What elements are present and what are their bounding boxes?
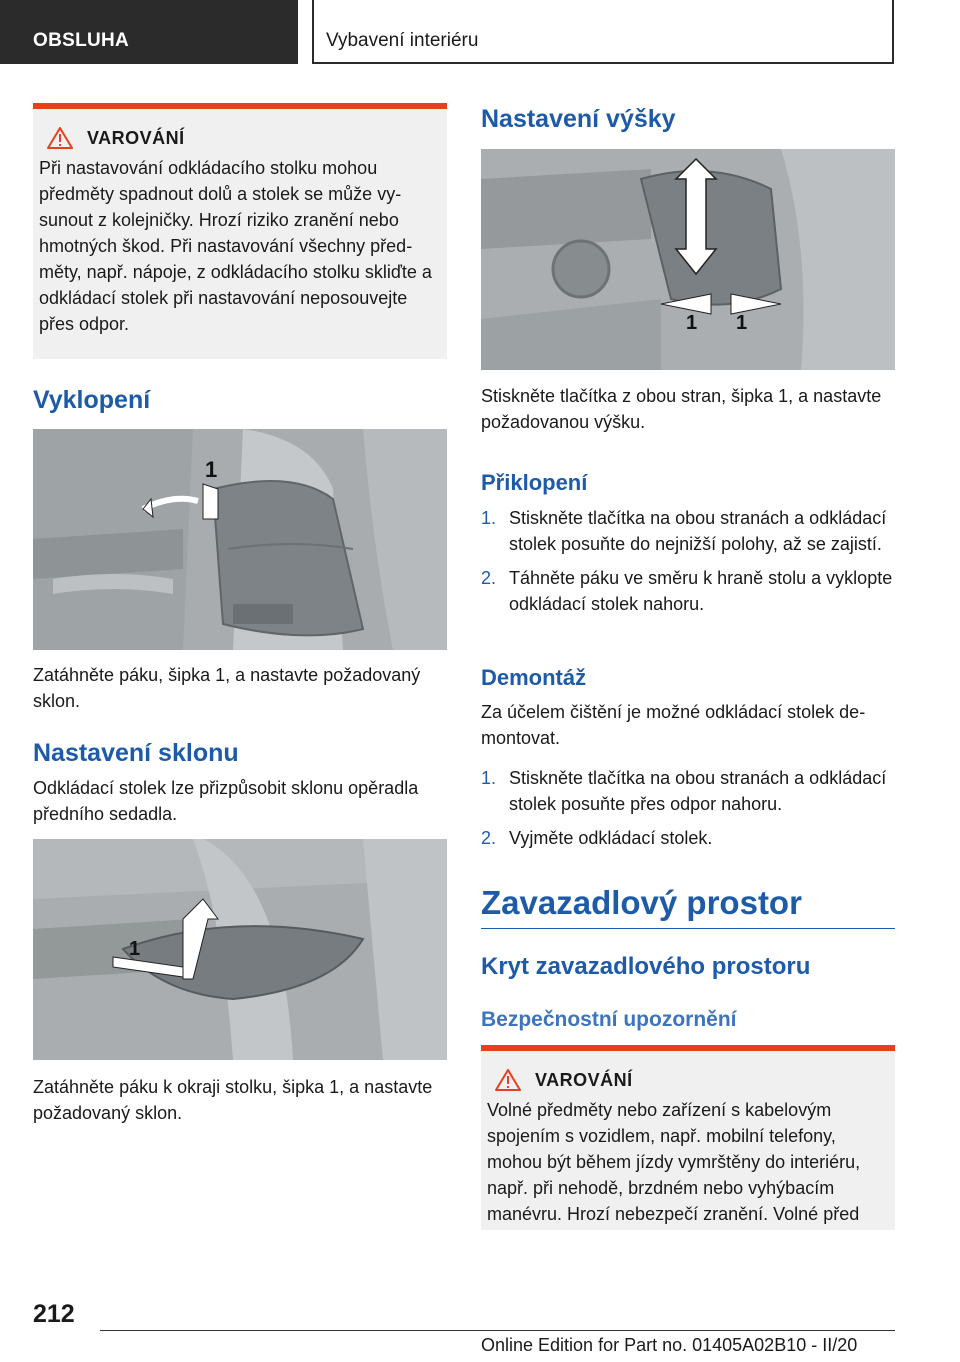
warning-box-luggage xyxy=(481,1045,895,1230)
figure-height xyxy=(481,149,895,370)
warning-text: Volné předměty nebo zařízení s kabelovým spojením s vozidlem, např. mobilní telefony, mohou být během jízdy vymrštěny do interiéru, např. při nehodě, brzdném nebo vyhýbacím manévru. Hrozí nebezpečí zranění. Volné před xyxy=(487,1100,861,1224)
incline-caption: Zatáhněte páku k okraji stolku, šipka 1, a nastavte požadovaný sklon. xyxy=(33,1077,433,1123)
heading-height: Nastavení výšky xyxy=(481,105,676,133)
subsection-tab xyxy=(312,0,894,64)
incline-text: Odkládací stolek lze přizpůsobit sklonu opěradla předního sedadla. xyxy=(33,778,419,824)
heading-removal: Demontáž xyxy=(481,665,587,690)
figure-label: 1 xyxy=(129,938,141,960)
figure-label: 1 xyxy=(686,312,698,334)
page-number: 212 xyxy=(33,1300,75,1328)
warning-text: Při nastavování odkládacího stolku mohou předměty spadnout dolů a stolek se může vysunout z kolejničky. Hrozí riziko zranění nebo hmotných škod. Při nastavování všechny předměty, např. nápoje, z odkládacího stolku skliďte a odkládací stolek při nastavování neposouvejte přes odpor. xyxy=(39,158,432,334)
list-item: 1. Stiskněte tlačítka na obou stranách a odkládací stolek posuňte přes odpor nahoru. xyxy=(481,768,887,814)
warning-triangle-icon xyxy=(47,127,73,149)
list-item: 2. Vyjměte odkládací stolek. xyxy=(481,828,713,848)
section-tab xyxy=(0,0,298,64)
height-caption: Stiskněte tlačítka z obou stran, šipka 1, a nastavte požadovanou výšku. xyxy=(481,386,882,432)
fold-steps xyxy=(481,505,895,625)
footer-rule xyxy=(100,1330,895,1331)
section-title: OBSLUHA xyxy=(33,30,130,51)
figure-label: 1 xyxy=(736,312,748,334)
subsection-title: Vybavení interiéru xyxy=(326,30,479,51)
figure-label: 1 xyxy=(205,457,218,482)
heading-fold: Přiklopení xyxy=(481,470,588,495)
figure-incline xyxy=(33,839,447,1060)
warning-title: VAROVÁNÍ xyxy=(535,1069,633,1090)
removal-text: Za účelem čištění je možné odkládací stolek demontovat. xyxy=(481,702,866,748)
warning-title: VAROVÁNÍ xyxy=(87,127,185,148)
heading-cover: Kryt zavazadlového prostoru xyxy=(481,953,811,980)
heading-safety: Bezpečnostní upozornění xyxy=(481,1008,737,1031)
heading-tilt: Vyklopení xyxy=(33,386,151,414)
tilt-caption: Zatáhněte páku, šipka 1, a nastavte požadovaný sklon. xyxy=(33,665,421,711)
heading-incline: Nastavení sklonu xyxy=(33,739,239,767)
warning-triangle-icon xyxy=(495,1069,521,1091)
chapter-heading: Zavazadlový prostor xyxy=(481,884,895,929)
warning-box xyxy=(33,103,447,359)
list-item: 1. Stiskněte tlačítka na obou stranách a odkládací stolek posuňte do nejnižší polohy, až se zajistí. xyxy=(481,508,887,554)
footer-edition: Online Edition for Part no. 01405A02B10 - II/20 xyxy=(481,1335,858,1355)
figure-tilt xyxy=(33,429,447,650)
removal-steps xyxy=(481,765,895,859)
list-item: 2. Táhněte páku ve směru k hraně stolu a vyklopte odkládací stolek nahoru. xyxy=(481,568,893,614)
